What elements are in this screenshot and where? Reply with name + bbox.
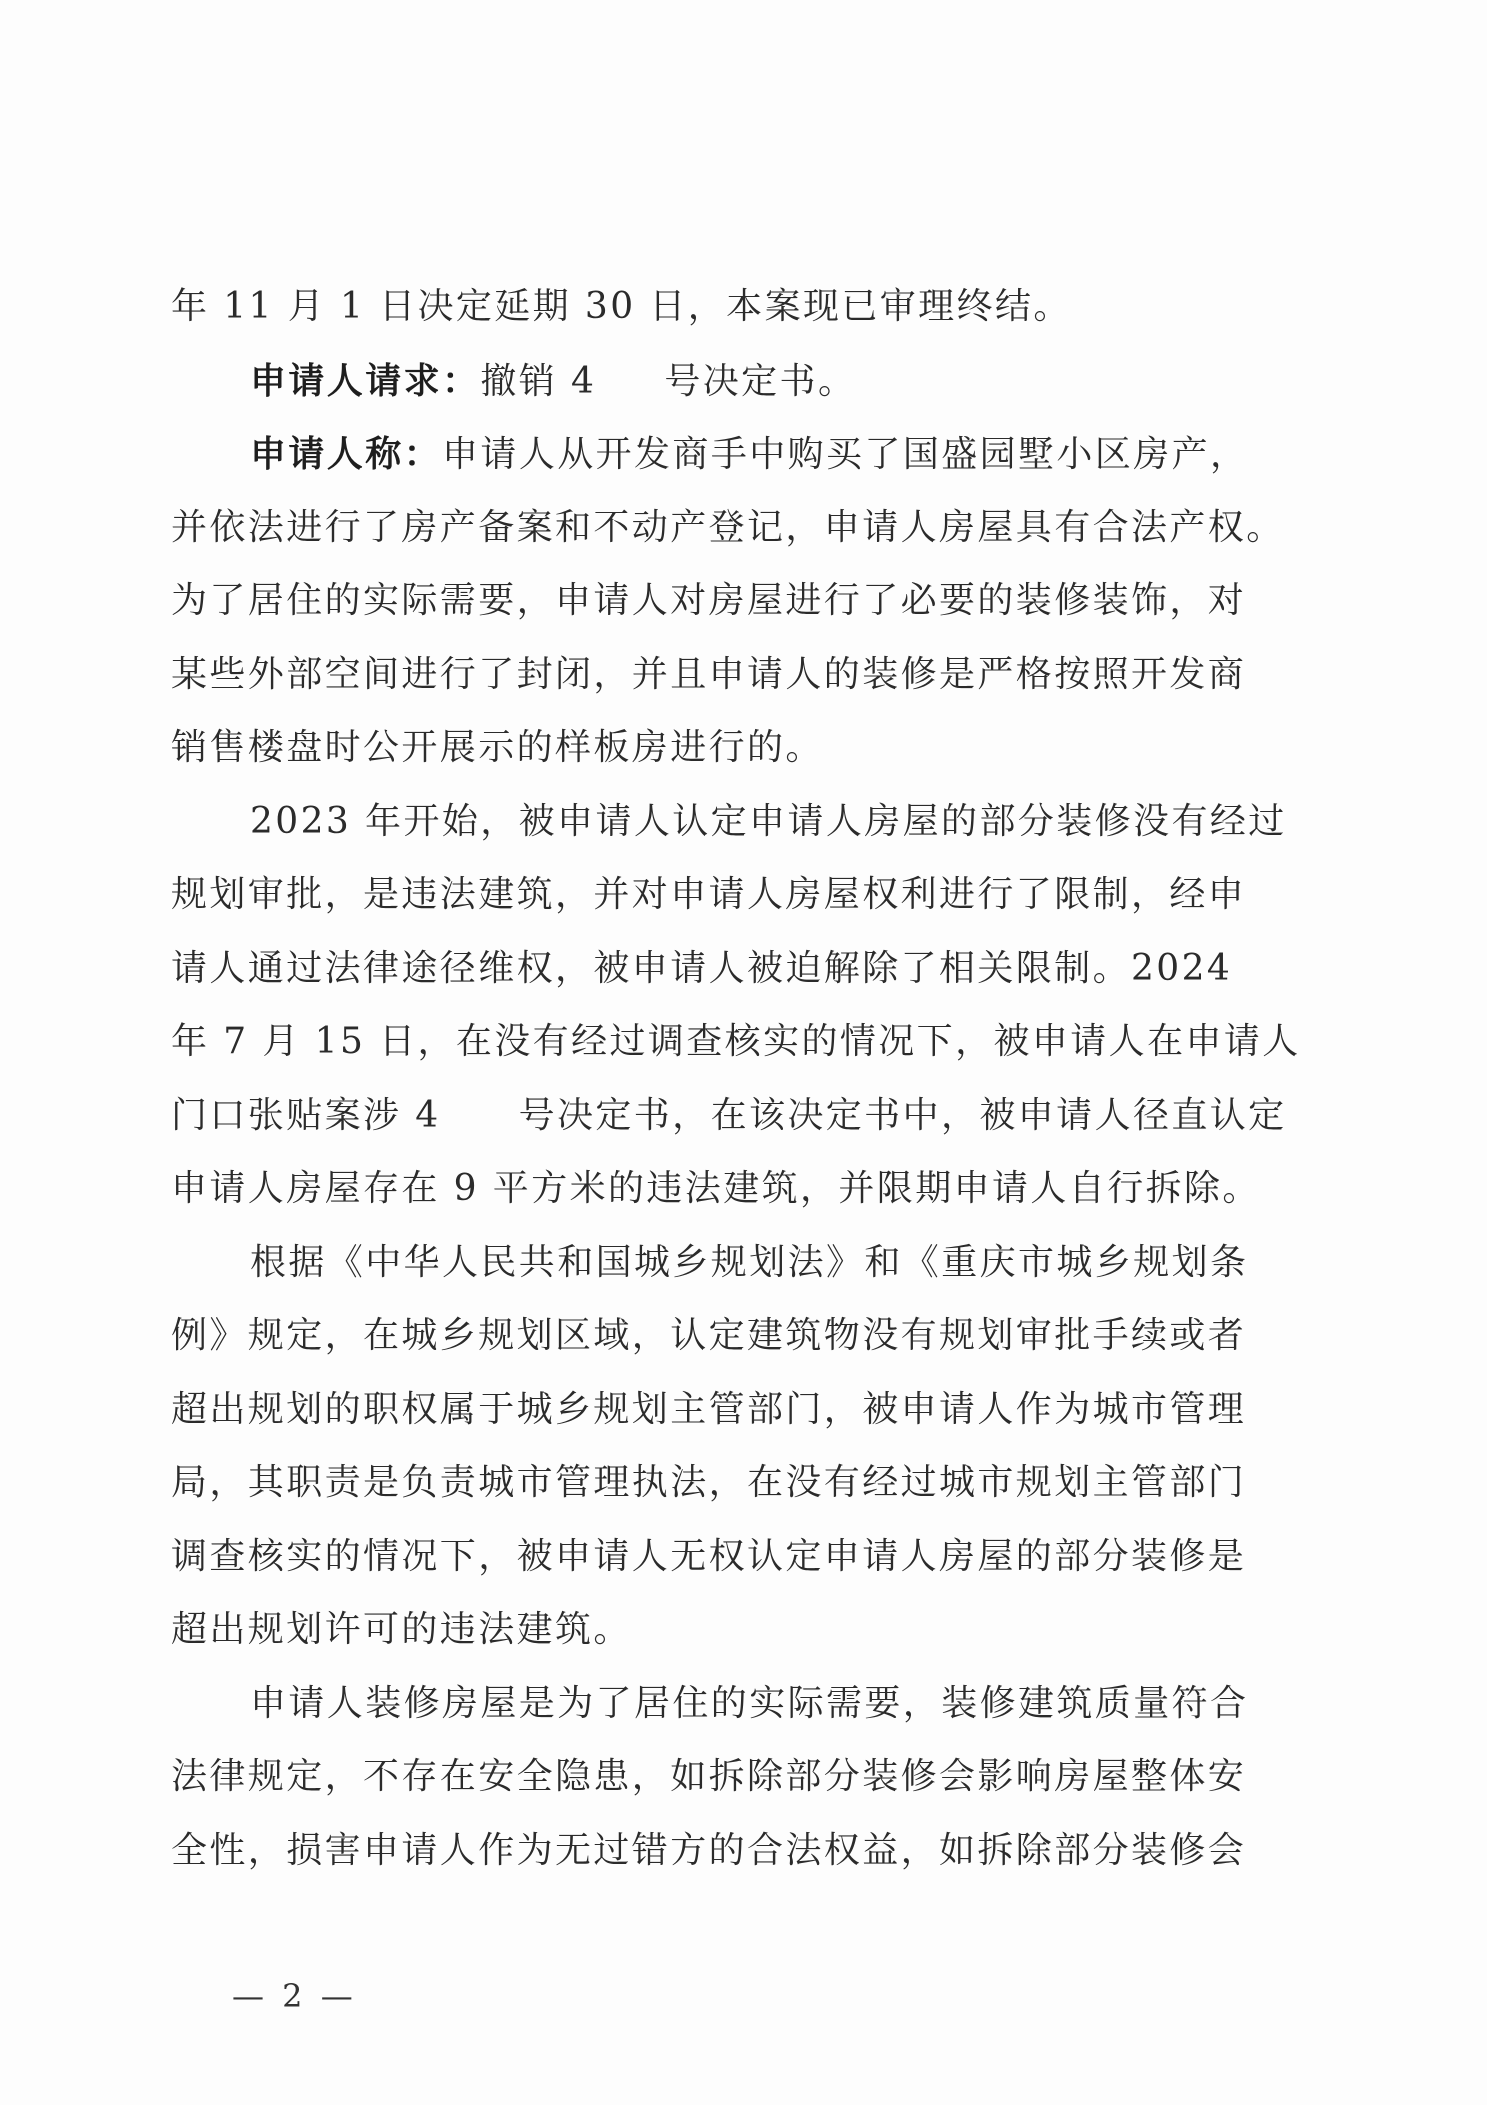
text-line: 超出规划许可的违法建筑。 bbox=[171, 1609, 632, 1650]
text-line: 申请人房屋存在 9 平方米的违法建筑，并限期申请人自行拆除。 bbox=[171, 1168, 1261, 1209]
text-line: 全性，损害申请人作为无过错方的合法权益，如拆除部分装修会 bbox=[171, 1830, 1247, 1871]
text-line: 法律规定，不存在安全隐患，如拆除部分装修会影响房屋整体安 bbox=[171, 1756, 1247, 1797]
text-line: 为了居住的实际需要，申请人对房屋进行了必要的装修装饰，对 bbox=[171, 580, 1247, 621]
claim-text: 申请人从开发商手中购买了国盛园墅小区房产， bbox=[442, 434, 1249, 475]
text-line: 调查核实的情况下，被申请人无权认定申请人房屋的部分装修是 bbox=[171, 1536, 1247, 1577]
text-line: 根据《中华人民共和国城乡规划法》和《重庆市城乡规划条 bbox=[250, 1242, 1249, 1283]
request-text-end: 号决定书。 bbox=[664, 361, 857, 402]
text-segment: 号决定书，在该决定书中，被申请人径直认定 bbox=[518, 1095, 1287, 1136]
text-line: 申请人装修房屋是为了居住的实际需要，装修建筑质量符合 bbox=[250, 1683, 1249, 1724]
text-line: 规划审批，是违法建筑，并对申请人房屋权利进行了限制，经申 bbox=[171, 874, 1247, 915]
page-number: — 2 — bbox=[232, 1977, 357, 2015]
request-text-start: 撤销 4 bbox=[480, 361, 597, 402]
text-line: 请人通过法律途径维权，被申请人被迫解除了相关限制。2024 bbox=[171, 948, 1233, 989]
text-line: 局，其职责是负责城市管理执法，在没有经过城市规划主管部门 bbox=[171, 1462, 1247, 1503]
text-line bbox=[171, 1092, 1287, 1140]
request-label: 申请人请求： bbox=[250, 360, 481, 402]
text-segment: 门口张贴案涉 4 bbox=[171, 1095, 441, 1136]
claim-line bbox=[250, 430, 1248, 479]
text-line: 年 11 月 1 日决定延期 30 日，本案现已审理终结。 bbox=[171, 286, 1072, 327]
request-line bbox=[250, 357, 856, 406]
text-line: 超出规划的职权属于城乡规划主管部门，被申请人作为城市管理 bbox=[171, 1389, 1247, 1430]
claim-label: 申请人称： bbox=[250, 433, 443, 475]
text-line: 某些外部空间进行了封闭，并且申请人的装修是严格按照开发商 bbox=[171, 654, 1247, 695]
text-line: 例》规定，在城乡规划区域，认定建筑物没有规划审批手续或者 bbox=[171, 1315, 1247, 1356]
text-line: 并依法进行了房产备案和不动产登记，申请人房屋具有合法产权。 bbox=[171, 507, 1285, 548]
text-line: 年 7 月 15 日，在没有经过调查核实的情况下，被申请人在申请人 bbox=[171, 1021, 1301, 1062]
text-line: 2023 年开始，被申请人认定申请人房屋的部分装修没有经过 bbox=[250, 801, 1287, 842]
text-line: 销售楼盘时公开展示的样板房进行的。 bbox=[171, 727, 824, 768]
